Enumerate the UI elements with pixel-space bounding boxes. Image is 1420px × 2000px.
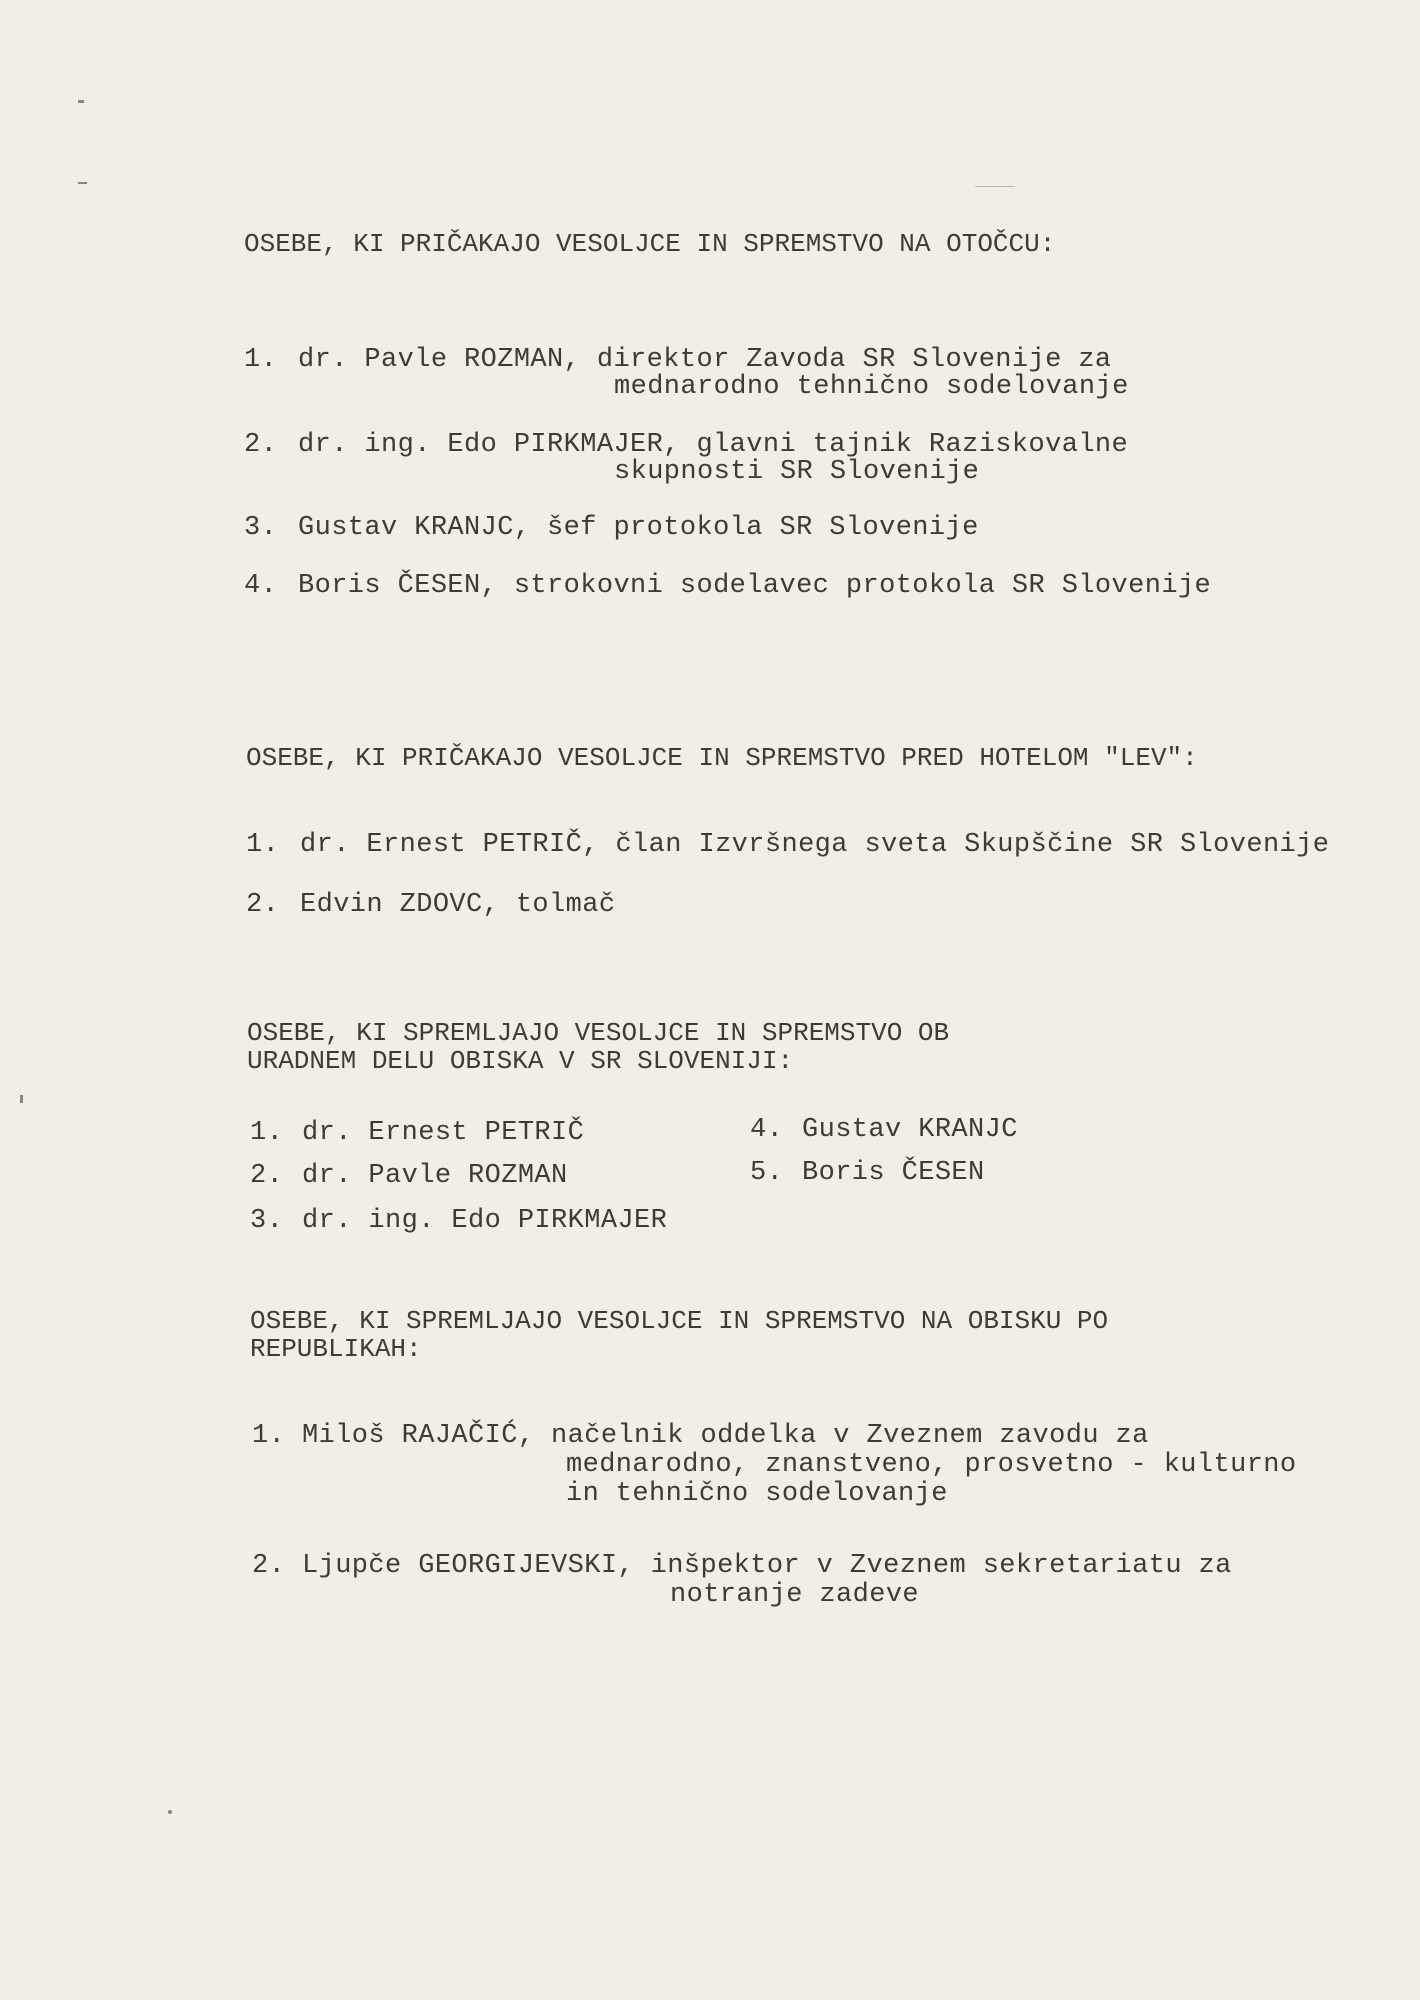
section-3-item-3-number: 3. <box>250 1206 284 1236</box>
paper-speck <box>78 182 87 184</box>
section-3-item-5-text: Boris ČESEN <box>802 1158 985 1188</box>
section-4-item-1-continuation-1: mednarodno, znanstveno, prosvetno - kulturno <box>566 1450 1297 1480</box>
section-3-item-4-number: 4. <box>750 1115 784 1145</box>
section-3-item-1-text: dr. Ernest PETRIČ <box>302 1118 585 1148</box>
paper-scratch <box>975 186 1015 187</box>
section-2-item-1-number: 1. <box>246 830 280 860</box>
section-3-item-2-number: 2. <box>250 1161 284 1191</box>
section-1-heading: OSEBE, KI PRIČAKAJO VESOLJCE IN SPREMSTVO NA OTOČCU: <box>244 229 1056 259</box>
section-3-item-5-number: 5. <box>750 1158 784 1188</box>
section-4-item-2-text: Ljupče GEORGIJEVSKI, inšpektor v Zveznem sekretariatu za <box>302 1551 1232 1581</box>
section-2-heading: OSEBE, KI PRIČAKAJO VESOLJCE IN SPREMSTVO PRED HOTELOM "LEV": <box>246 743 1198 773</box>
section-1-item-4-number: 4. <box>244 571 278 601</box>
section-1-item-3-number: 3. <box>244 513 278 543</box>
section-1-item-1-number: 1. <box>244 345 278 375</box>
section-1-item-2-text: dr. ing. Edo PIRKMAJER, glavni tajnik Raziskovalne <box>298 430 1129 460</box>
section-4-item-1-continuation-2: in tehnično sodelovanje <box>566 1479 948 1509</box>
section-3-heading-line-1: OSEBE, KI SPREMLJAJO VESOLJCE IN SPREMSTVO OB <box>247 1018 950 1048</box>
paper-speck <box>78 100 84 103</box>
section-2-item-2-text: Edvin ZDOVC, tolmač <box>300 890 616 920</box>
section-1-item-1-continuation: mednarodno tehnično sodelovanje <box>614 372 1129 402</box>
section-3-heading-line-2: URADNEM DELU OBISKA V SR SLOVENIJI: <box>247 1046 794 1076</box>
section-4-heading-line-1: OSEBE, KI SPREMLJAJO VESOLJCE IN SPREMSTVO NA OBISKU PO <box>250 1306 1109 1336</box>
section-2-item-2-number: 2. <box>246 890 280 920</box>
section-1-item-3-text: Gustav KRANJC, šef protokola SR Slovenije <box>298 513 979 543</box>
section-4-item-1-number: 1. <box>252 1421 286 1451</box>
section-4-item-2-continuation: notranje zadeve <box>670 1580 920 1610</box>
section-1-item-1-text: dr. Pavle ROZMAN, direktor Zavoda SR Slovenije za <box>298 345 1112 375</box>
section-1-item-2-continuation: skupnosti SR Slovenije <box>614 457 980 487</box>
section-2-item-1-text: dr. Ernest PETRIČ, član Izvršnega sveta Skupščine SR Slovenije <box>300 830 1330 860</box>
section-1-item-4-text: Boris ČESEN, strokovni sodelavec protokola SR Slovenije <box>298 571 1212 601</box>
section-3-item-1-number: 1. <box>250 1118 284 1148</box>
section-3-item-2-text: dr. Pavle ROZMAN <box>302 1161 568 1191</box>
section-4-heading-line-2: REPUBLIKAH: <box>250 1334 422 1364</box>
section-4-item-1-text: Miloš RAJAČIĆ, načelnik oddelka v Zveznem zavodu za <box>302 1421 1149 1451</box>
paper-speck <box>20 1095 23 1103</box>
paper-speck <box>168 1810 172 1814</box>
section-3-item-3-text: dr. ing. Edo PIRKMAJER <box>302 1206 668 1236</box>
section-4-item-2-number: 2. <box>252 1551 286 1581</box>
section-1-item-2-number: 2. <box>244 430 278 460</box>
section-3-item-4-text: Gustav KRANJC <box>802 1115 1018 1145</box>
